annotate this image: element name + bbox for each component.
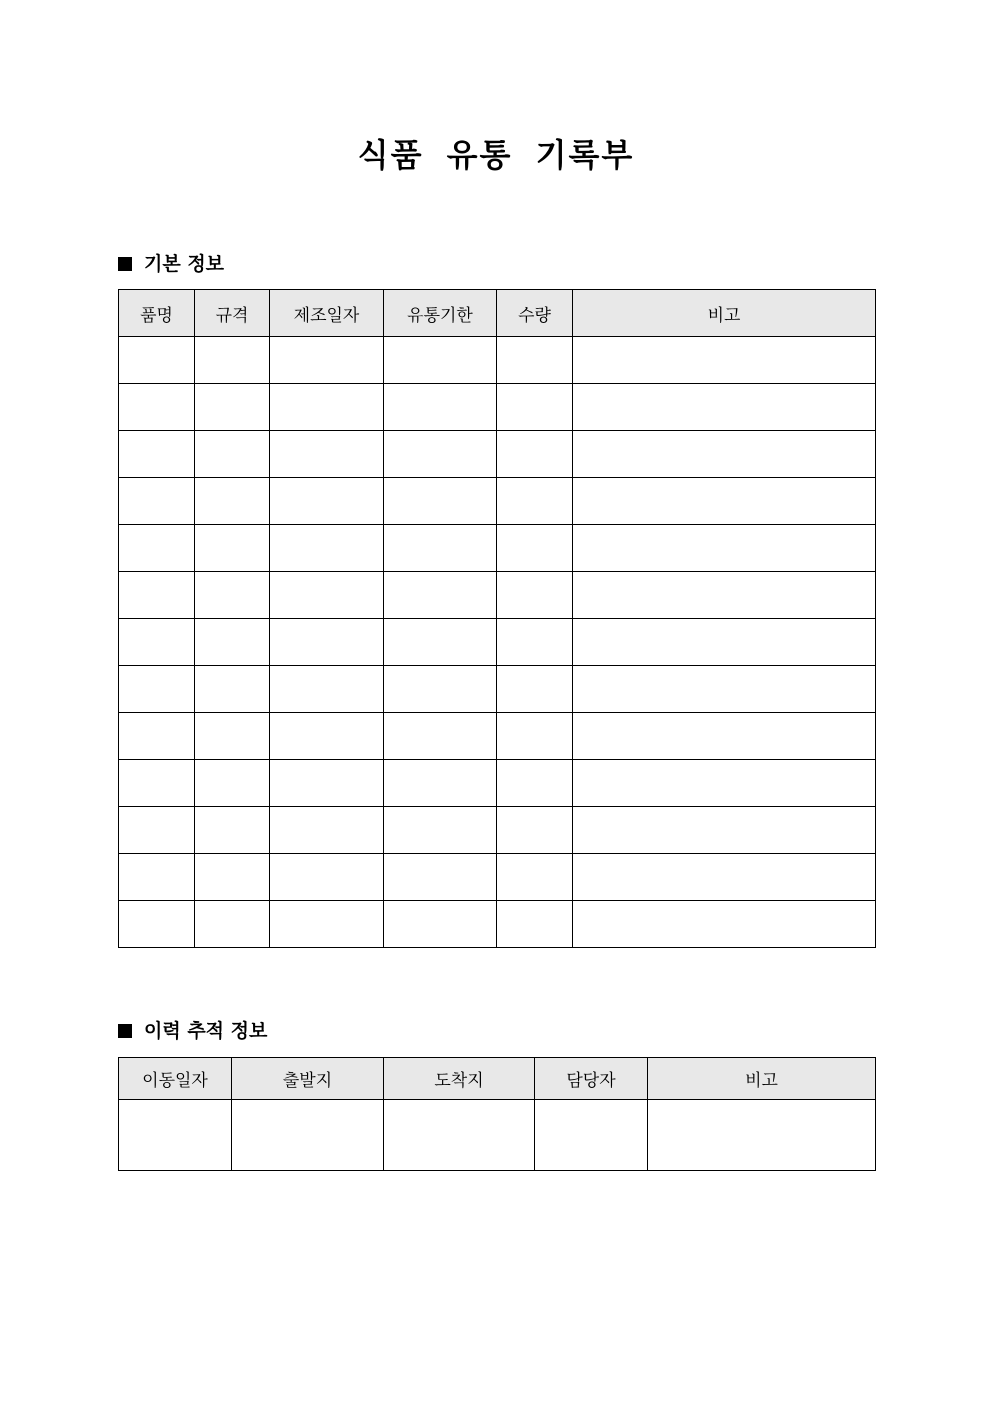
table-row [119, 384, 876, 431]
table-cell[interactable] [195, 431, 270, 478]
table-cell[interactable] [232, 1100, 384, 1171]
table-cell[interactable] [119, 384, 195, 431]
table-cell[interactable] [384, 478, 497, 525]
table-cell[interactable] [195, 572, 270, 619]
square-bullet-icon [118, 1024, 132, 1038]
column-header-item-name: 품명 [119, 290, 195, 337]
table-cell[interactable] [270, 807, 384, 854]
table-cell[interactable] [573, 760, 876, 807]
table-row [119, 525, 876, 572]
table-cell[interactable] [573, 525, 876, 572]
column-header-remarks: 비고 [648, 1058, 876, 1100]
table-cell[interactable] [195, 854, 270, 901]
table-row [119, 1100, 876, 1171]
table-cell[interactable] [119, 713, 195, 760]
table-cell[interactable] [270, 666, 384, 713]
table-cell[interactable] [119, 901, 195, 948]
basic-info-table [118, 289, 876, 948]
table-cell[interactable] [497, 666, 573, 713]
table-cell[interactable] [384, 572, 497, 619]
table-cell[interactable] [384, 666, 497, 713]
table-cell[interactable] [573, 901, 876, 948]
trace-info-heading [118, 1018, 267, 1044]
table-cell[interactable] [119, 666, 195, 713]
table-cell[interactable] [497, 713, 573, 760]
table-cell[interactable] [270, 760, 384, 807]
table-cell[interactable] [119, 525, 195, 572]
table-header-row [119, 1058, 876, 1100]
table-cell[interactable] [497, 525, 573, 572]
table-cell[interactable] [384, 901, 497, 948]
table-cell[interactable] [497, 854, 573, 901]
square-bullet-icon [118, 257, 132, 271]
column-header-destination: 도착지 [384, 1058, 535, 1100]
table-row [119, 713, 876, 760]
table-cell[interactable] [384, 807, 497, 854]
table-cell[interactable] [119, 431, 195, 478]
table-cell[interactable] [497, 478, 573, 525]
table-row [119, 666, 876, 713]
table-cell[interactable] [497, 337, 573, 384]
table-cell[interactable] [195, 713, 270, 760]
table-cell[interactable] [119, 807, 195, 854]
table-row [119, 337, 876, 384]
column-header-quantity: 수량 [497, 290, 573, 337]
table-cell[interactable] [270, 525, 384, 572]
table-cell[interactable] [573, 478, 876, 525]
table-cell[interactable] [497, 572, 573, 619]
table-cell[interactable] [195, 337, 270, 384]
table-cell[interactable] [270, 854, 384, 901]
table-cell[interactable] [195, 478, 270, 525]
table-cell[interactable] [270, 619, 384, 666]
table-row [119, 854, 876, 901]
table-cell[interactable] [270, 901, 384, 948]
table-cell[interactable] [270, 337, 384, 384]
table-cell[interactable] [573, 337, 876, 384]
table-cell[interactable] [119, 337, 195, 384]
table-cell[interactable] [195, 807, 270, 854]
column-header-remarks: 비고 [573, 290, 876, 337]
table-cell[interactable] [573, 619, 876, 666]
table-cell[interactable] [270, 572, 384, 619]
table-row [119, 431, 876, 478]
table-cell[interactable] [573, 431, 876, 478]
table-cell[interactable] [573, 807, 876, 854]
table-cell[interactable] [195, 384, 270, 431]
table-cell[interactable] [573, 384, 876, 431]
column-header-origin: 출발지 [232, 1058, 384, 1100]
table-cell[interactable] [384, 1100, 535, 1171]
column-header-move-date: 이동일자 [119, 1058, 232, 1100]
table-row [119, 478, 876, 525]
table-cell[interactable] [535, 1100, 648, 1171]
document-title: 식품 유통 기록부 [357, 136, 635, 174]
trace-info-heading-label: 이력 추적 정보 [144, 1020, 268, 1042]
table-cell[interactable] [573, 572, 876, 619]
table-row [119, 901, 876, 948]
table-row [119, 619, 876, 666]
table-cell[interactable] [497, 807, 573, 854]
table-cell[interactable] [270, 478, 384, 525]
table-cell[interactable] [384, 384, 497, 431]
table-cell[interactable] [384, 713, 497, 760]
table-cell[interactable] [384, 854, 497, 901]
table-cell[interactable] [195, 760, 270, 807]
table-cell[interactable] [270, 384, 384, 431]
basic-info-heading-label: 기본 정보 [144, 253, 225, 275]
table-cell[interactable] [497, 760, 573, 807]
table-row [119, 807, 876, 854]
table-cell[interactable] [573, 666, 876, 713]
table-cell[interactable] [497, 901, 573, 948]
table-cell[interactable] [573, 713, 876, 760]
table-cell[interactable] [384, 760, 497, 807]
column-header-spec: 규격 [195, 290, 270, 337]
column-header-manufacture-date: 제조일자 [270, 290, 384, 337]
table-cell[interactable] [384, 337, 497, 384]
table-cell[interactable] [384, 525, 497, 572]
table-cell[interactable] [270, 713, 384, 760]
table-cell[interactable] [195, 619, 270, 666]
table-cell[interactable] [270, 431, 384, 478]
column-header-expiry-date: 유통기한 [384, 290, 497, 337]
basic-info-heading [118, 251, 224, 277]
table-cell[interactable] [195, 525, 270, 572]
table-cell[interactable] [195, 666, 270, 713]
table-cell[interactable] [573, 854, 876, 901]
table-cell[interactable] [119, 572, 195, 619]
table-cell[interactable] [497, 384, 573, 431]
table-cell[interactable] [497, 619, 573, 666]
table-cell[interactable] [119, 619, 195, 666]
trace-info-table [118, 1057, 876, 1171]
table-cell[interactable] [384, 431, 497, 478]
table-cell[interactable] [119, 760, 195, 807]
table-cell[interactable] [119, 1100, 232, 1171]
table-cell[interactable] [119, 854, 195, 901]
table-header-row [119, 290, 876, 337]
table-cell[interactable] [648, 1100, 876, 1171]
table-cell[interactable] [119, 478, 195, 525]
column-header-manager: 담당자 [535, 1058, 648, 1100]
table-cell[interactable] [195, 901, 270, 948]
table-row [119, 572, 876, 619]
table-cell[interactable] [497, 431, 573, 478]
table-cell[interactable] [384, 619, 497, 666]
table-row [119, 760, 876, 807]
